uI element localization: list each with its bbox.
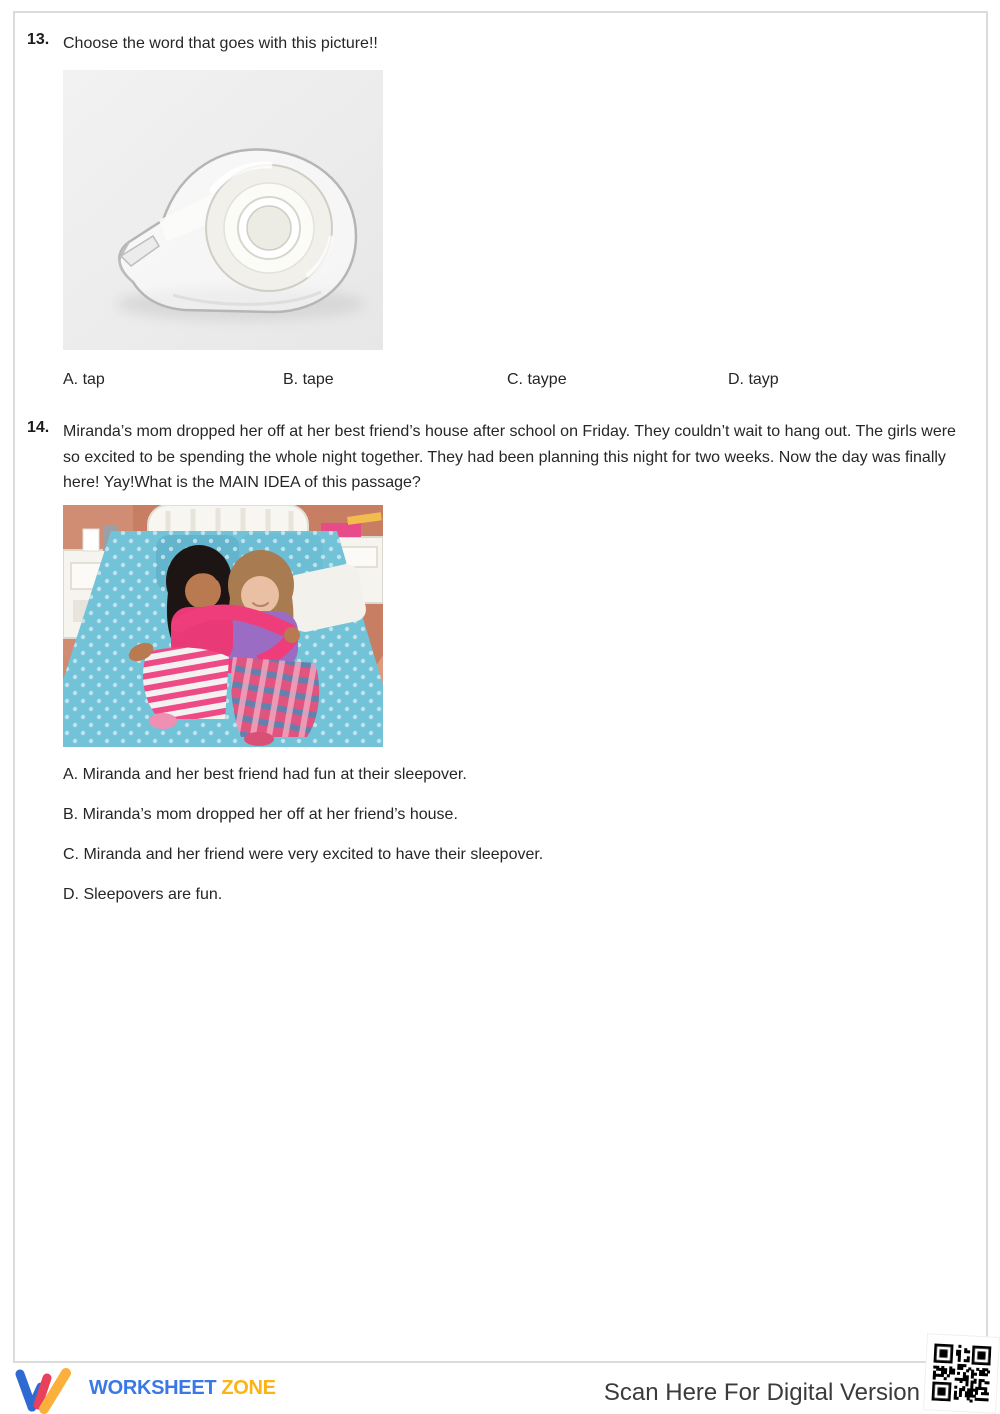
question-13-prompt: Choose the word that goes with this picture!! bbox=[63, 35, 378, 52]
question-14-option-b: B. Miranda’s mom dropped her off at her friend’s house. bbox=[63, 806, 458, 823]
sleepover-photo bbox=[63, 505, 383, 747]
tape-dispenser-photo bbox=[63, 70, 383, 350]
question-13-option-d: D. tayp bbox=[728, 371, 779, 388]
qr-code-pattern bbox=[932, 1344, 992, 1404]
scan-here-label: Scan Here For Digital Version bbox=[603, 1379, 920, 1406]
question-14-option-c: C. Miranda and her friend were very excited to have their sleepover. bbox=[63, 846, 544, 863]
question-14-options bbox=[63, 766, 543, 926]
question-13-option-a: A. tap bbox=[63, 371, 105, 388]
qr-code bbox=[924, 1334, 999, 1413]
question-13-option-b: B. tape bbox=[283, 371, 334, 388]
question-13-number: 13. bbox=[27, 31, 50, 48]
sleepover-illustration bbox=[63, 505, 383, 747]
question-14-number: 14. bbox=[27, 419, 50, 436]
brand-name bbox=[89, 1377, 276, 1400]
question-13-option-c: C. taype bbox=[507, 371, 567, 388]
question-13-options bbox=[0, 371, 1000, 391]
question-14-option-d: D. Sleepovers are fun. bbox=[63, 886, 223, 903]
question-14-prompt: Miranda’s mom dropped her off at her best friend’s house after school on Friday. They couldn’t wait to hang out. The girls were so excited to be spending the whole night together. They had been planning this night for two weeks. Now the day was finally here! Yay!What is the MAIN IDEA of this passage? bbox=[63, 423, 956, 491]
brand-name-primary: WORKSHEET bbox=[89, 1377, 217, 1399]
tape-dispenser-illustration bbox=[63, 70, 383, 350]
brand-name-secondary: ZONE bbox=[221, 1377, 276, 1399]
worksheetzone-logo-icon bbox=[14, 1367, 86, 1414]
question-14-option-a: A. Miranda and her best friend had fun at their sleepover. bbox=[63, 766, 467, 783]
